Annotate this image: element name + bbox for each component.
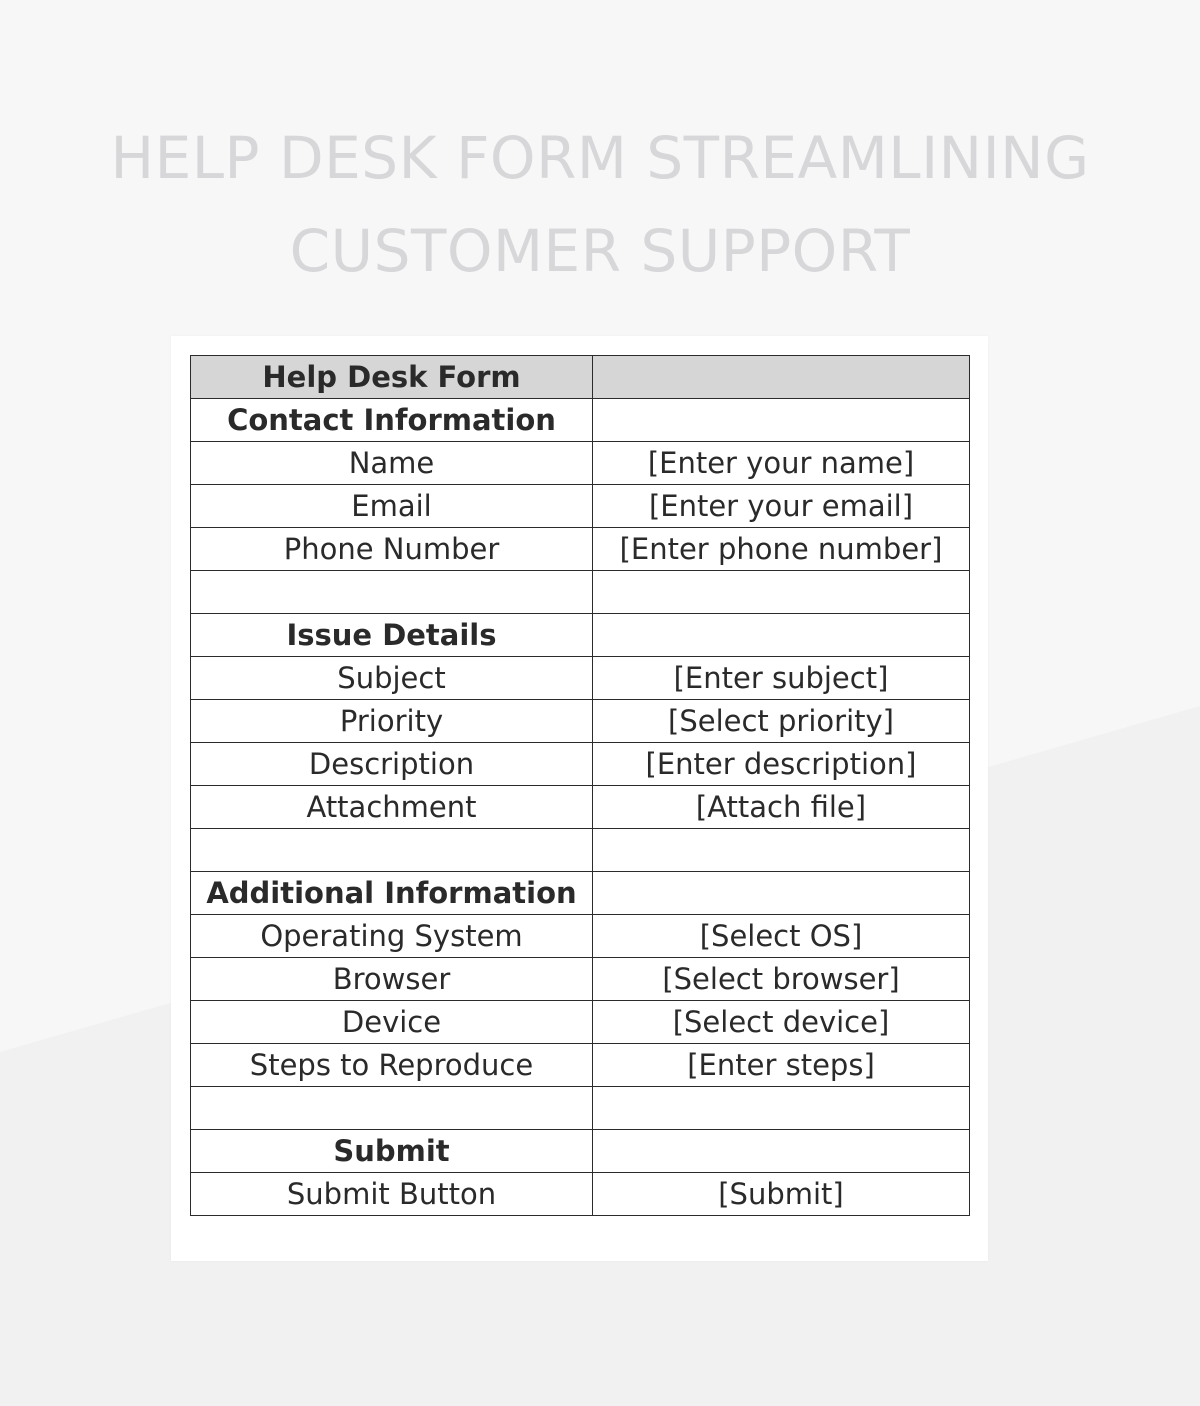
field-label: Description [191, 743, 593, 786]
field-label: Steps to Reproduce [191, 1044, 593, 1087]
field-value [593, 829, 970, 872]
attach-file-control[interactable]: [Attach file] [593, 786, 970, 829]
table-header-title: Help Desk Form [191, 356, 593, 399]
submit-button[interactable]: [Submit] [593, 1173, 970, 1216]
field-value [593, 571, 970, 614]
field-value [593, 1087, 970, 1130]
field-label: Browser [191, 958, 593, 1001]
section-heading: Contact Information [191, 399, 593, 442]
section-heading: Submit [191, 1130, 593, 1173]
section-row-submit [191, 1130, 970, 1173]
page-title [0, 112, 1200, 298]
section-heading: Issue Details [191, 614, 593, 657]
browser-select[interactable]: [Select browser] [593, 958, 970, 1001]
section-row-contact-information [191, 399, 970, 442]
field-label: Attachment [191, 786, 593, 829]
field-label [191, 1087, 593, 1130]
spacer-row [191, 571, 970, 614]
table-header-row [191, 356, 970, 399]
field-row-device [191, 1001, 970, 1044]
field-value [593, 1130, 970, 1173]
name-input[interactable]: [Enter your name] [593, 442, 970, 485]
field-label: Email [191, 485, 593, 528]
section-heading: Additional Information [191, 872, 593, 915]
section-row-issue-details [191, 614, 970, 657]
page-title-line-1: HELP DESK FORM STREAMLINING [110, 124, 1090, 192]
device-select[interactable]: [Select device] [593, 1001, 970, 1044]
spacer-row [191, 1087, 970, 1130]
field-label: Name [191, 442, 593, 485]
page-title-line-2: CUSTOMER SUPPORT [289, 217, 911, 285]
field-row-description [191, 743, 970, 786]
field-row-name [191, 442, 970, 485]
field-row-attachment [191, 786, 970, 829]
table-header-empty-cell [593, 356, 970, 399]
field-row-submit-button [191, 1173, 970, 1216]
field-row-operating-system [191, 915, 970, 958]
field-label: Operating System [191, 915, 593, 958]
section-row-additional-information [191, 872, 970, 915]
priority-select[interactable]: [Select priority] [593, 700, 970, 743]
field-value [593, 614, 970, 657]
field-row-browser [191, 958, 970, 1001]
field-row-email [191, 485, 970, 528]
field-row-phone-number [191, 528, 970, 571]
field-label: Priority [191, 700, 593, 743]
operating-system-select[interactable]: [Select OS] [593, 915, 970, 958]
spacer-row [191, 829, 970, 872]
field-row-priority [191, 700, 970, 743]
field-label: Device [191, 1001, 593, 1044]
field-label: Submit Button [191, 1173, 593, 1216]
subject-input[interactable]: [Enter subject] [593, 657, 970, 700]
field-label: Subject [191, 657, 593, 700]
description-input[interactable]: [Enter description] [593, 743, 970, 786]
field-row-subject [191, 657, 970, 700]
field-value [593, 872, 970, 915]
field-label [191, 829, 593, 872]
email-input[interactable]: [Enter your email] [593, 485, 970, 528]
help-desk-form-table [190, 355, 970, 1216]
field-label [191, 571, 593, 614]
field-row-steps-to-reproduce [191, 1044, 970, 1087]
steps-to-reproduce-input[interactable]: [Enter steps] [593, 1044, 970, 1087]
field-value [593, 399, 970, 442]
phone-number-input[interactable]: [Enter phone number] [593, 528, 970, 571]
field-label: Phone Number [191, 528, 593, 571]
